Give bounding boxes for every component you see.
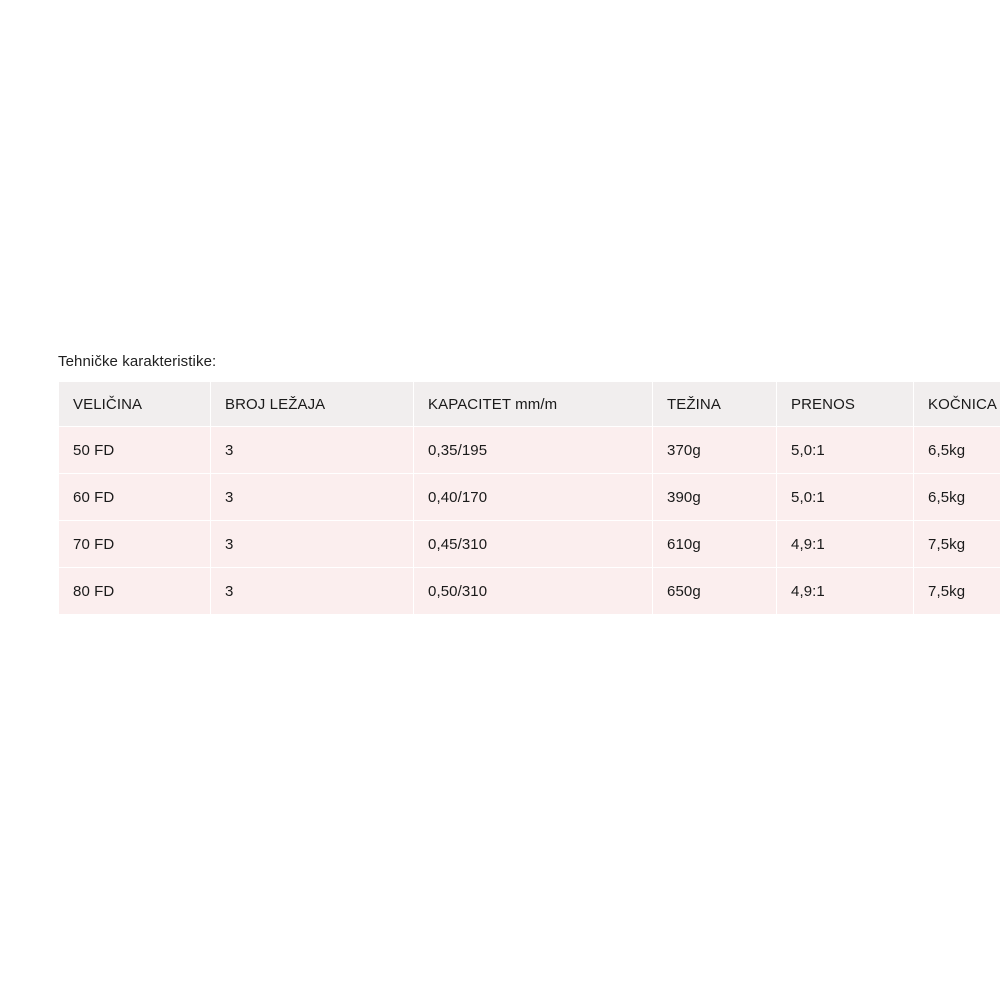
cell-kapacitet: 0,50/310 [414, 568, 653, 615]
cell-tezina: 370g [653, 427, 777, 474]
cell-kocnica: 6,5kg [914, 427, 1000, 474]
column-header-broj-lezaja: BROJ LEŽAJA [211, 382, 414, 427]
cell-velicina: 50 FD [59, 427, 211, 474]
table-row [59, 568, 1000, 615]
table-caption: Tehničke karakteristike: [58, 353, 217, 370]
cell-tezina: 610g [653, 521, 777, 568]
column-header-velicina: VELIČINA [59, 382, 211, 427]
cell-kocnica: 7,5kg [914, 521, 1000, 568]
cell-kapacitet: 0,40/170 [414, 474, 653, 521]
cell-broj-lezaja: 3 [211, 521, 414, 568]
cell-tezina: 390g [653, 474, 777, 521]
column-header-tezina: TEŽINA [653, 382, 777, 427]
column-header-kapacitet: KAPACITET mm/m [414, 382, 653, 427]
cell-prenos: 5,0:1 [777, 474, 914, 521]
spec-sheet [58, 352, 998, 615]
cell-prenos: 4,9:1 [777, 521, 914, 568]
column-header-kocnica: KOČNICA [914, 382, 1000, 427]
cell-prenos: 5,0:1 [777, 427, 914, 474]
cell-broj-lezaja: 3 [211, 474, 414, 521]
cell-prenos: 4,9:1 [777, 568, 914, 615]
cell-velicina: 60 FD [59, 474, 211, 521]
table-row [59, 427, 1000, 474]
table-body [59, 427, 1000, 615]
technical-specifications-table [58, 381, 1000, 615]
cell-kocnica: 7,5kg [914, 568, 1000, 615]
column-header-prenos: PRENOS [777, 382, 914, 427]
cell-broj-lezaja: 3 [211, 427, 414, 474]
cell-kocnica: 6,5kg [914, 474, 1000, 521]
cell-velicina: 80 FD [59, 568, 211, 615]
table-row [59, 474, 1000, 521]
cell-broj-lezaja: 3 [211, 568, 414, 615]
table-header-row [59, 382, 1000, 427]
table-row [59, 521, 1000, 568]
table-header [59, 382, 1000, 427]
cell-tezina: 650g [653, 568, 777, 615]
cell-kapacitet: 0,35/195 [414, 427, 653, 474]
cell-kapacitet: 0,45/310 [414, 521, 653, 568]
cell-velicina: 70 FD [59, 521, 211, 568]
